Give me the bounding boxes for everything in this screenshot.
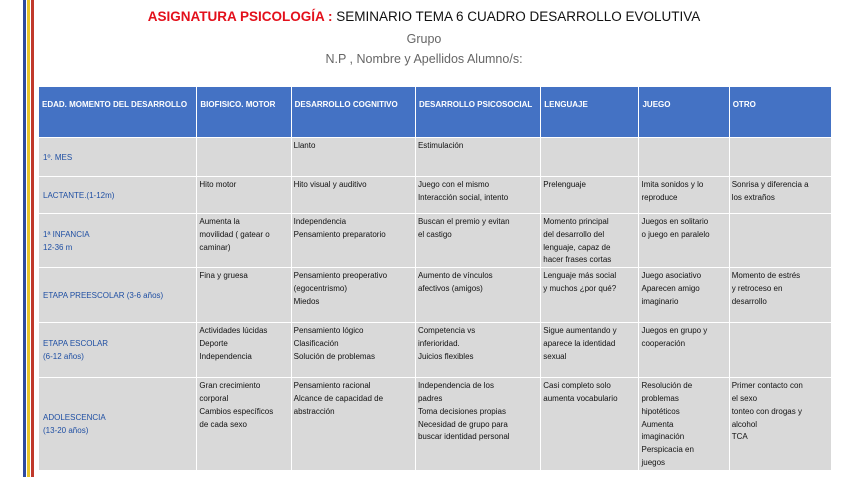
stage-cell [39,378,196,470]
stage-label: 1º. MES [43,152,73,162]
cell-text: reproduce [641,192,678,202]
table-cell [639,177,728,213]
cell-text: Imita sonidos y lo [641,180,704,189]
cell-text: Estimulación [417,141,464,150]
table-cell [541,323,638,377]
table-cell [730,177,831,213]
cell-text: Pensamiento preparatorio [293,229,386,239]
table-cell [416,138,540,176]
title-topic: SEMINARIO TEMA 6 CUADRO DESARROLLO EVOLUTIVA [332,9,701,24]
table-cell [639,138,728,176]
cell-text: Juegos en solitario [641,217,709,226]
cell-text: Solución de problemas [293,351,376,361]
table-cell [292,268,415,322]
cell-text: Independencia [199,351,252,361]
cell-text: juegos [641,457,666,467]
stage-cell [39,323,196,377]
cell-text: aparece la identidad [543,338,616,348]
table-row [39,138,831,176]
table-row [39,177,831,213]
stage-label: ETAPA PREESCOLAR (3-6 años) [43,290,164,300]
cell-text: Juegos en grupo y [641,326,708,336]
stage-cell [39,177,196,213]
table-cell [541,177,638,213]
cell-text: Gran crecimiento [199,381,261,391]
table-cell [730,268,831,322]
cell-text: abstracción [293,406,335,416]
table-cell [292,214,415,267]
stage-label: (13-20 años) [43,425,89,435]
table-cell [197,323,290,377]
stage-label: 12-36 m [43,242,73,252]
stage-label: 1ª INFANCIA [43,229,90,239]
cell-text: Pensamiento preoperativo [293,271,388,281]
column-header: LENGUAJE [541,87,638,137]
stage-cell [39,138,196,176]
cell-text: Actividades lúcidas [199,326,268,336]
table-cell [197,214,290,267]
table-row [39,378,831,470]
table-cell [730,214,831,267]
cell-text: desarrollo [731,296,767,306]
cell-text: Interacción social, intento [417,192,509,202]
cell-text: afectivos (amigos) [417,283,483,293]
table-body [39,138,831,470]
cell-text: Sigue aumentando y [543,326,617,336]
cell-text: cooperación [641,338,686,348]
cell-text: hacer frases cortas [543,255,612,265]
cell-text: Lenguaje más social [543,271,617,281]
cell-text: Independencia de los [417,381,494,391]
cell-text: Deporte [199,338,228,348]
cell-text: alcohol [731,419,758,429]
cell-text: Aumenta [641,419,674,429]
cell-text: problemas [641,393,679,403]
table-cell [292,138,415,176]
table-cell [197,268,290,322]
cell-text: Aumento de vínculos [417,271,493,281]
cell-text: caminar) [199,242,231,252]
cell-text: y retroceso en [731,283,783,293]
table-cell [416,268,540,322]
cell-text: Prelenguaje [543,180,586,189]
table-cell [197,378,290,470]
column-header: DESARROLLO PSICOSOCIAL [416,87,540,137]
table-cell [416,177,540,213]
table-cell [197,138,290,176]
cell-text: aumenta vocabulario [543,393,618,403]
cell-text: (egocentrismo) [293,283,347,293]
table-cell [292,323,415,377]
column-header: JUEGO [639,87,728,137]
column-header: BIOFISICO. MOTOR [197,87,290,137]
document-title [0,9,848,24]
stage-cell [39,214,196,267]
stage-label: (6-12 años) [43,352,84,362]
table-cell [639,323,728,377]
table-cell [541,214,638,267]
cell-text: Casi completo solo [543,381,611,391]
cell-text: Competencia vs [417,326,476,336]
table-cell [541,268,638,322]
cell-text: Buscan el premio y evitan [417,217,510,226]
cell-text: Momento principal [543,217,609,226]
column-header: OTRO [730,87,831,137]
stage-label: ADOLESCENCIA [43,413,106,423]
table-cell [416,214,540,267]
cell-text: de cada sexo [199,419,247,429]
table-cell [416,323,540,377]
table-cell [730,138,831,176]
stage-cell [39,268,196,322]
cell-text: Momento de estrés [731,271,801,281]
cell-text: Juego con el mismo [417,180,490,189]
side-bar-red [31,0,34,477]
table-cell [541,138,638,176]
cell-text: o juego en paralelo [641,229,710,239]
table-row [39,214,831,267]
cell-text: Fina y gruesa [199,271,248,281]
cell-text: Miedos [293,296,320,306]
cell-text: sexual [543,351,567,361]
title-subject: ASIGNATURA PSICOLOGÍA : [147,9,333,24]
cell-text: Resolución de [641,381,693,391]
cell-text: y muchos ¿por qué? [543,283,617,293]
cell-text: Clasificación [293,338,339,348]
group-label: Grupo [406,32,442,46]
header-row [39,87,831,137]
cell-text: el sexo [731,393,758,403]
cell-text: imaginario [641,296,679,306]
table-cell [416,378,540,470]
cell-text: Toma decisiones propias [417,406,506,416]
cell-text: los extraños [731,192,775,202]
cell-text: tonteo con drogas y [731,406,802,416]
development-table [38,86,832,471]
cell-text: Juego asociativo [641,271,702,281]
table-cell [639,214,728,267]
cell-text: Pensamiento racional [293,381,371,391]
cell-text: Perspicacia en [641,445,694,455]
table-cell [730,378,831,470]
table-cell [292,378,415,470]
cell-text: del desarrollo del [543,229,605,239]
cell-text: TCA [731,432,748,442]
column-header: EDAD. MOMENTO DEL DESARROLLO [39,87,196,137]
cell-text: Alcance de capacidad de [293,393,384,403]
stage-label: LACTANTE.(1-12m) [43,190,115,200]
side-bar-yellow [27,0,30,477]
cell-text: Aparecen amigo [641,283,700,293]
table-row [39,323,831,377]
cell-text: Sonrisa y diferencia a [731,180,809,189]
cell-text: corporal [199,393,229,403]
cell-text: Hito motor [199,180,237,189]
cell-text: Juicios flexibles [417,351,474,361]
cell-text: Independencia [293,217,347,226]
cell-text: hipotéticos [641,406,680,416]
students-label: N.P , Nombre y Apellidos Alumno/s: [325,52,523,66]
cell-text: movilidad ( gatear o [199,229,270,239]
table-cell [197,177,290,213]
cell-text: Llanto [293,141,316,150]
table-cell [639,268,728,322]
table-cell [292,177,415,213]
cell-text: Pensamiento lógico [293,326,364,336]
stage-label: ETAPA ESCOLAR [43,339,109,349]
cell-text: inferioridad. [417,338,460,348]
cell-text: buscar identidad personal [417,432,510,442]
cell-text: Aumenta la [199,217,240,226]
cell-text: lenguaje, capaz de [543,242,611,252]
cell-text: Hito visual y auditivo [293,180,367,189]
side-bar-blue [23,0,26,477]
column-header: DESARROLLO COGNITIVO [292,87,415,137]
cell-text: imaginación [641,432,685,442]
cell-text: Cambios específicos [199,406,274,416]
table-cell [541,378,638,470]
table-row [39,268,831,322]
cell-text: padres [417,393,443,403]
table-cell [730,323,831,377]
table-cell [639,378,728,470]
cell-text: Primer contacto con [731,381,803,391]
cell-text: Necesidad de grupo para [417,419,508,429]
cell-text: el castigo [417,229,452,239]
